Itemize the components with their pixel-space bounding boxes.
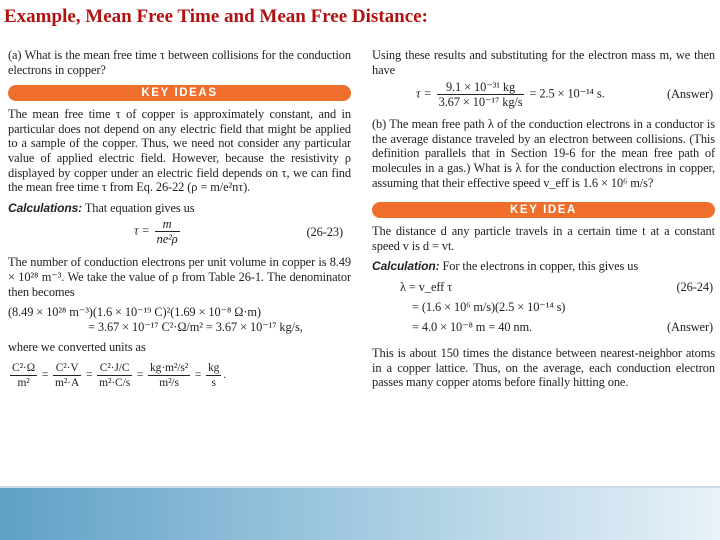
- lambda-line-3: = 4.0 × 10⁻⁸ m = 40 nm.: [412, 319, 533, 334]
- calculation-paragraph: [372, 259, 715, 274]
- unit-frac-3-num: C²·J/C: [97, 361, 132, 376]
- unit-frac-2-den: m²·A: [55, 376, 80, 389]
- unit-frac-5-den: s: [211, 376, 216, 389]
- key-idea-banner: KEY IDEA: [372, 202, 715, 218]
- lambda-line-1: λ = v_eff τ: [400, 279, 453, 294]
- eq1-denominator: ne²ρ: [156, 232, 178, 247]
- calculation-text: For the electrons in copper, this gives us: [442, 259, 639, 274]
- calculations-paragraph: [8, 201, 351, 216]
- key-idea-text: The distance d any particle travels in a certain time t at a constant speed v is d = vt.: [372, 224, 715, 253]
- unit-frac-4-den: m²/s: [159, 376, 179, 389]
- tau-result-equation: [372, 77, 715, 117]
- denominator-line-1: (8.49 × 10²⁸ m⁻³)(1.6 × 10⁻¹⁹ C)²(1.69 × 10⁻⁸ Ω·m): [8, 305, 261, 320]
- calculations-text: That equation gives us: [84, 200, 195, 215]
- unit-frac-2: [53, 361, 81, 390]
- calculations-heading: Calculations:: [8, 200, 83, 215]
- tau-denominator: 3.67 × 10⁻¹⁷ kg/s: [438, 95, 523, 110]
- unit-frac-5: [206, 361, 221, 390]
- unit-frac-5-num: kg: [208, 361, 220, 374]
- unit-frac-2-num: C²·V: [53, 361, 81, 376]
- denominator-line-2: = 3.67 × 10⁻¹⁷ C²·Ω/m² = 3.67 × 10⁻¹⁷ kg/s,: [88, 319, 303, 334]
- conduction-electrons-text: The number of conduction electrons per unit volume in copper is 8.49 × 10²⁸ m⁻³. We take the value of ρ from Table 26-1. The denominator then becomes: [8, 255, 351, 299]
- eq1-fraction: [155, 217, 180, 246]
- left-column: [8, 48, 351, 390]
- eq1-lhs: τ =: [134, 223, 150, 238]
- slide-title: Example, Mean Free Time and Mean Free Distance:: [4, 6, 428, 27]
- calculation-heading: Calculation:: [372, 259, 440, 274]
- unit-frac-1: [10, 361, 37, 390]
- lambda-answer-label: (Answer): [667, 319, 713, 334]
- unit-conversion-chain: $\frac{\text{C²·Ω}}{\text{m²}}$ = $\frac{\text{C²·V}}{\text{m²·A}}$ = $\frac{\text{C²·J/C}}{\text{m²·C/s}}$ = $\frac{\text{kg·m²/s²}}{\text{m²/s}}$ = $\frac{kg}{s}$ .: [12, 361, 227, 389]
- tau-fraction: [437, 80, 525, 109]
- eq1-numerator: m: [155, 217, 180, 232]
- key-ideas-banner: KEY IDEAS: [8, 85, 351, 101]
- unit-frac-4-num: kg·m²/s²: [150, 361, 189, 374]
- lambda-equation-block: [372, 278, 715, 340]
- right-column: [372, 48, 715, 390]
- unit-frac-1-den: m²: [17, 376, 30, 389]
- closing-text: This is about 150 times the distance between nearest-neighbor atoms in a copper lattice. Thus, on the average, each conduction electron passes many copper atoms before finally hitting one.: [372, 345, 715, 390]
- unit-frac-1-num: C²·Ω: [12, 361, 36, 374]
- unit-frac-4: [148, 361, 190, 390]
- slide-footer-band: [0, 488, 720, 540]
- tau-answer-label: (Answer): [667, 87, 713, 102]
- tau-lhs: τ =: [416, 86, 432, 101]
- eq1-number: (26-23): [306, 225, 343, 240]
- equation-26-23: [8, 215, 351, 255]
- part-b-question: (b) The mean free path λ of the conduction electrons in a conductor is the average distance traveled by an electron between collisions. (This definition parallels that in Section 19-6 for the mean free path of molecules in a gas.) What is λ for the conduction electrons in copper, assuming that their effective speed v_eff is 1.6 × 10⁶ m/s?: [372, 117, 715, 190]
- unit-frac-3-den: m²·C/s: [99, 376, 131, 389]
- key-ideas-text: The mean free time τ of copper is approximately constant, and in particular does not depend on any electric field that might be applied to a sample of the copper. Thus, we need not consider any particular value of applied electric field. However, because the resistivity ρ displayed by copper under an electric field depends on τ, we can find the mean free time τ from Eq. 26-22 (ρ = m/e²nτ).: [8, 107, 351, 195]
- textbook-page: [0, 44, 720, 490]
- tau-numerator: 9.1 × 10⁻³¹ kg: [437, 80, 525, 95]
- part-a-question: (a) What is the mean free time τ between collisions for the conduction electrons in copper?: [8, 48, 351, 77]
- lambda-eq-number: (26-24): [676, 279, 713, 294]
- units-conversion-text: where we converted units as: [8, 340, 146, 355]
- unit-frac-3: [97, 361, 132, 390]
- tau-result: = 2.5 × 10⁻¹⁴ s.: [529, 86, 605, 101]
- intro-text: Using these results and substituting for the electron mass m, we then have: [372, 48, 715, 77]
- lambda-line-2: = (1.6 × 10⁶ m/s)(2.5 × 10⁻¹⁴ s): [412, 299, 566, 314]
